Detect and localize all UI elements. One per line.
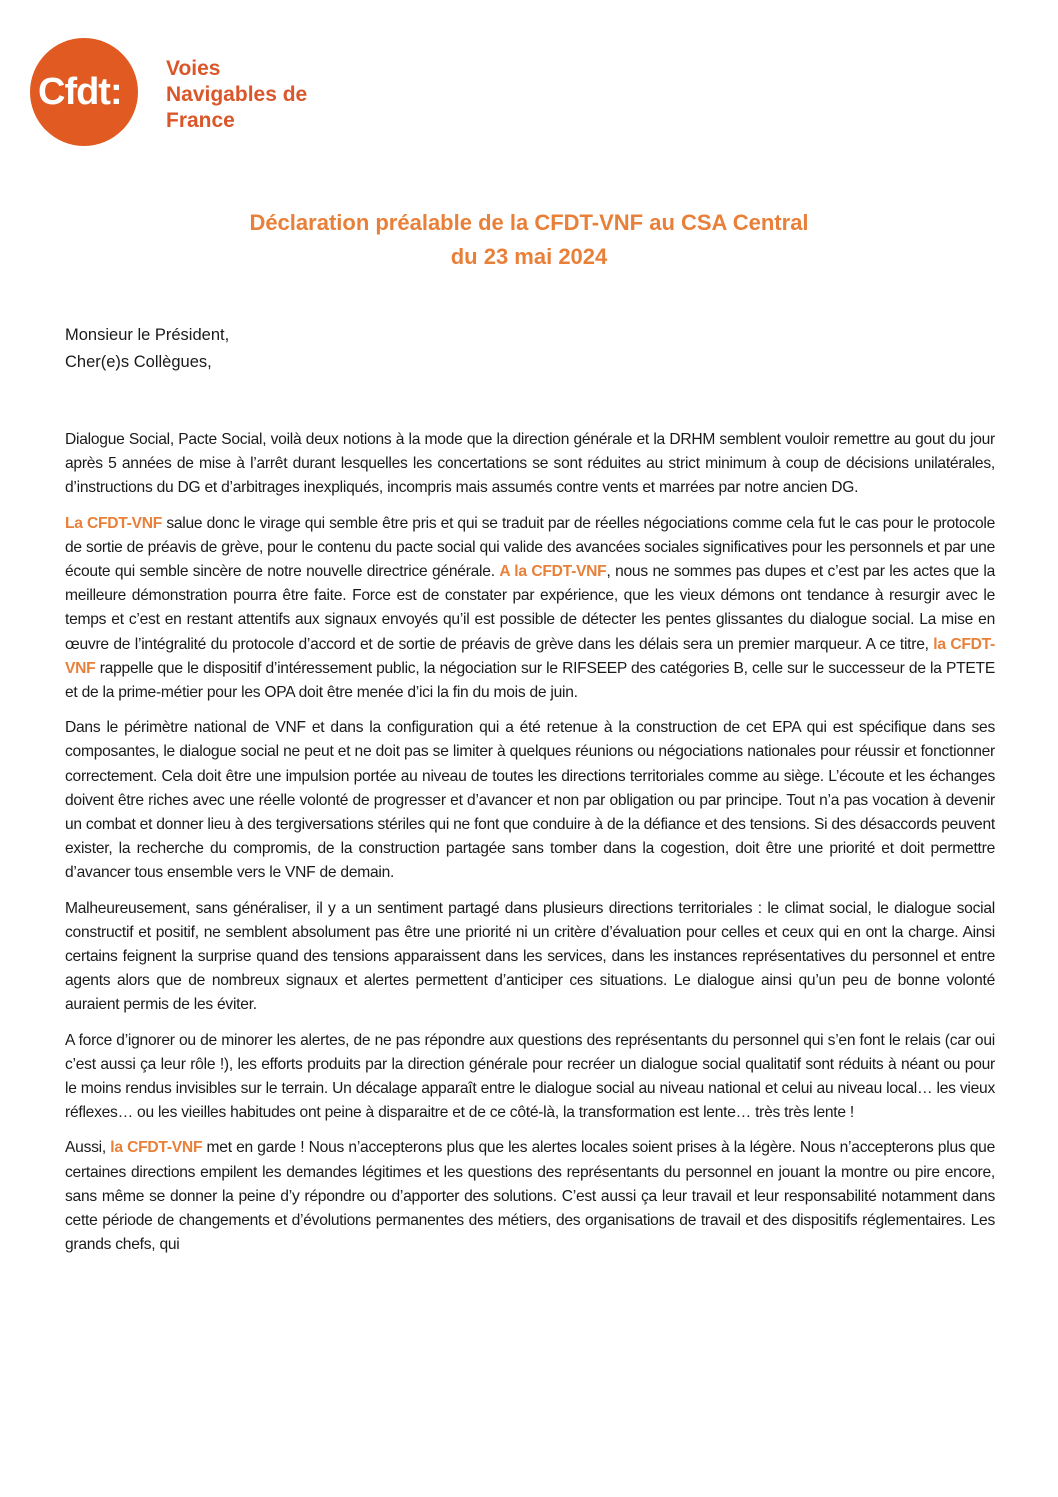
paragraph-text: A force d’ignorer ou de minorer les alertes, de ne pas répondre aux questions des représentants du personnel qui s’en font le relais (car oui c’est aussi ça leur rôle !), les efforts produits par la direction générale pour recréer un dialogue social qualitatif sont réduits à néant ou pour le moins rendus invisibles sur le terrain. Un décalage apparaît entre le dialogue social au niveau national et celui au niveau local… les vieux réflexes… ou les vieilles habitudes ont peine à disparaitre et de ce côté-là, la transformation est lente… très très lente ! — [65, 1031, 995, 1122]
organization-highlight: La CFDT-VNF — [65, 514, 163, 532]
organization-highlight: A la CFDT-VNF — [499, 563, 607, 581]
salutation-line-2: Cher(e)s Collègues, — [65, 353, 212, 371]
paragraph-text: Malheureusement, sans généraliser, il y a un sentiment partagé dans plusieurs directions territoriales : le climat social, le dialogue social constructif et positif, ne semblent absolument pas être une priorité ni un critère d’évaluation pour celles et ceux qui en ont la charge. Ainsi certains feignent la surprise quand des tensions apparaissent dans les services, dans les instances représentatives du personnel et entre agents alors que de nombreux signaux et alertes permettent d’anticiper ces situations. Le dialogue ainsi qu’un peu de bonne volonté auraient permis de les éviter. — [65, 899, 995, 1014]
paragraph-text: salue donc le virage qui semble être pris et qui se traduit par de réelles négociations comme cela fut le cas pour le protocole de sortie de préavis de grève, pour le contenu du pacte social qui valide des avancées sociales significatives pour les personnels et par une écoute qui semble sincère de notre nouvelle directrice générale. — [65, 514, 996, 581]
paragraph-text: Aussi, — [65, 1139, 111, 1157]
body-paragraph — [65, 897, 995, 1018]
body-paragraph — [65, 1029, 995, 1126]
document-title — [0, 206, 1058, 274]
body-paragraph — [65, 1136, 995, 1257]
organization-highlight: la CFDT-VNF — [65, 635, 995, 677]
title-line-1: Déclaration préalable de la CFDT-VNF au CSA Central — [249, 210, 809, 235]
salutation-line-1: Monsieur le Président, — [65, 326, 230, 344]
body-paragraph — [65, 512, 995, 706]
paragraph-text: Dialogue Social, Pacte Social, voilà deux notions à la mode que la direction générale et la DRHM semblent vouloir remettre au gout du jour après 5 années de mise à l’arrêt durant lesquelles les concertations se sont réduites au strict minimum à coup de décisions unilatérales, d’instructions du DG et d’arbitrages inexpliqués, incompris mais assumés contre vents et marrées par notre ancien DG. — [65, 431, 995, 497]
paragraph-text: met en garde ! Nous n’accepterons plus que les alertes locales soient prises à la légère. Nous n’accepterons plus que certaines directions empilent les demandes légitimes et les questions des représentants du personnel en jouant la montre ou pire encore, sans même se donner la peine d’y répondre ou d’apporter des solutions. C’est aussi ça leur travail et leur responsabilité notamment dans cette période de changements et d’évolutions permanentes des métiers, des organisations de travail et des dispositifs réglementaires. Les grands chefs, qui — [65, 1139, 996, 1254]
paragraph-text: rappelle que le dispositif d’intéressement public, la négociation sur le RIFSEEP des catégories B, celle sur le successeur de la PTETE et de la prime-métier pour les OPA doit être menée d’ici la fin du mois de juin. — [65, 659, 995, 702]
logo-organization-name — [166, 56, 307, 134]
paragraph-text: Dans le périmètre national de VNF et dans la configuration qui a été retenue à la construction de cet EPA qui est spécifique dans ses composantes, le dialogue social ne peut et ne doit pas se limiter à quelques réunions ou négociations nationales pour réussir et fonctionner correctement. Cela doit être une impulsion portée au niveau de toutes les directions territoriales comme au siège. L’écoute et les échanges doivent être riches avec une réelle volonté de progresser et d’avancer et non par obligation ou par principe. Tout n’a pas vocation à devenir un combat et donner lieu à des tergiversations stériles qui ne font que conduire à de la défiance et des tensions. Si des désaccords peuvent exister, la recherche du compromis, de la construction partagée sans tomber dans la cogestion, doit être une priorité et doit permettre d’avancer tous ensemble vers le VNF de demain. — [65, 719, 995, 882]
logo-circle — [30, 38, 138, 146]
logo-line: Voies — [166, 57, 221, 80]
logo-mark: Cfdt: — [38, 71, 122, 113]
body-paragraph — [65, 428, 995, 501]
document-body — [65, 428, 995, 1269]
body-paragraph — [65, 716, 995, 885]
organization-highlight: la CFDT-VNF — [110, 1139, 203, 1157]
cfdt-logo — [30, 38, 340, 148]
salutation — [65, 322, 229, 376]
logo-line: France — [166, 109, 235, 132]
paragraph-text: , nous ne sommes pas dupes et c’est par les actes que la meilleure démonstration pourra être faite. Force est de constater par expérience, que les vieux démons ont tendance à resurgir avec le temps et c’est en restant attentifs aux signaux envoyés qu’il est possible de détecter les pentes glissantes du dialogue social. La mise en œuvre de l’intégralité du protocole d’accord et de sortie de préavis de grève dans les délais sera un premier marqueur. A ce titre, — [65, 563, 995, 653]
title-line-2: du 23 mai 2024 — [450, 244, 608, 269]
logo-line: Navigables de — [166, 83, 308, 106]
